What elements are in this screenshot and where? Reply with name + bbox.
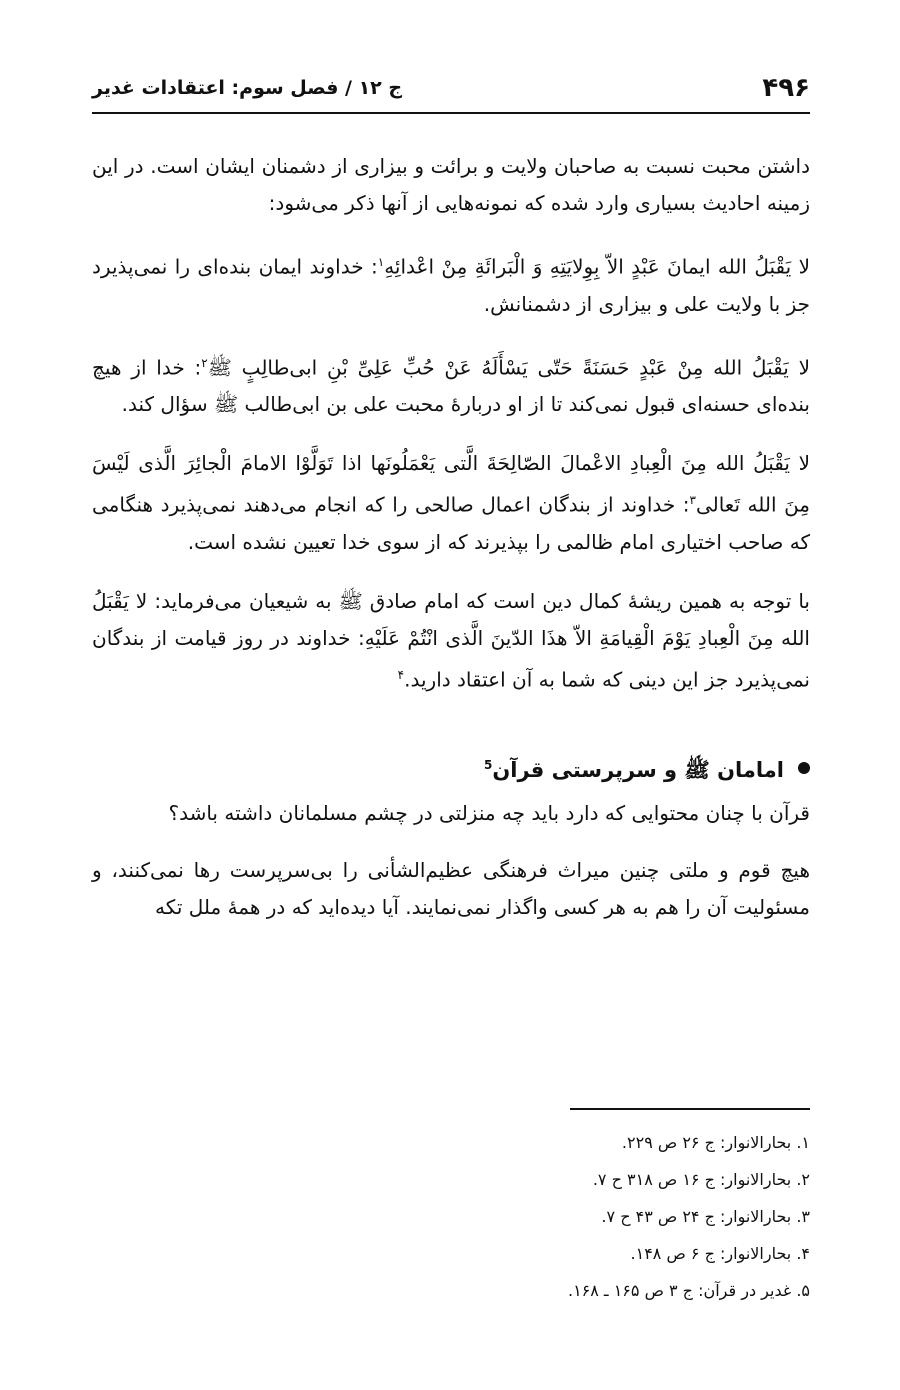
hadith-2-translation: : خدا از هیچ بنده‌ای حسنه‌ای قبول نمی‌کند تا از او دربارهٔ محبت علی بن ابی‌طالب ﷺ سؤال کند.: [92, 355, 810, 417]
section-heading-title: امامان ﷺ و سرپرستی قرآن: [492, 757, 784, 782]
section-heading: [92, 747, 810, 789]
hadith-paragraph-3: [92, 445, 810, 561]
footnote-3: ۳. بحارالانوار: ج ۲۴ ص ۴۳ ح ۷.: [601, 1207, 810, 1226]
footnote-ref-5[interactable]: 5: [484, 757, 493, 772]
footnote-5: ۵. غدیر در قرآن: ج ۳ ص ۱۶۵ ـ ۱۶۸.: [567, 1281, 810, 1300]
running-title: ج ۱۲ / فصل سوم: اعتقادات غدیر: [92, 77, 403, 99]
footnote-ref-3[interactable]: ۳: [689, 493, 696, 508]
hadith-4-arabic: لا یَقْبَلُ الله مِنَ الْعِبادِ یَوْمَ الْقِیامَةِ الاّ هذَا الدّینَ الَّذی انْتُمْ عَلَیْهِ: [92, 588, 810, 650]
hadith-1-translation: : خداوند ایمان بنده‌ای را نمی‌پذیرد جز با ولایت علی و بیزاری از دشمنانش.: [92, 254, 810, 316]
page-number: ۴۹۶: [762, 73, 810, 103]
footnote-ref-1[interactable]: ۱: [377, 255, 385, 269]
footnote-4: ۴. بحارالانوار: ج ۶ ص ۱۴۸.: [630, 1244, 810, 1263]
hadith-3-translation: : خداوند از بندگان اعمال صالحی را که انجام می‌دهند نمی‌پذیرد هنگامی که صاحب اختیاری امام ظالمی را بپذیرند که از سوی خدا تعیین نشده است.: [92, 492, 810, 554]
hadith-1-arabic: لا یَقْبَلُ الله ایمانَ عَبْدٍ الاّ بِوِلایَتِهِ وَ الْبَرائَةِ مِنْ اعْدائِهِ: [384, 254, 810, 279]
section-heading-text: [484, 747, 784, 789]
question-paragraph: قرآن با چنان محتوایی که دارد باید چه منزلتی در چشم مسلمانان داشته باشد؟: [168, 800, 810, 825]
footnote-2: ۲. بحارالانوار: ج ۱۶ ص ۳۱۸ ح ۷.: [592, 1170, 810, 1189]
hadith-paragraph-1: [92, 244, 810, 323]
footnote-ref-4[interactable]: ۴: [397, 667, 405, 682]
hadith-4-intro: با توجه به همین ریشهٔ کمال دین است که امام صادق ﷺ به شیعیان می‌فرماید:: [154, 588, 810, 613]
hadith-2-arabic: لا یَقْبَلُ الله مِنْ عَبْدٍ حَسَنَةً حَتّی یَسْأَلَهُ عَنْ حُبِّ عَلِیِّ بْنِ ابی‌طالِبٍ ﷺ: [207, 355, 810, 380]
footnotes-list: [92, 1124, 810, 1309]
footnote-divider: [570, 1108, 810, 1110]
footnote-1: ۱. بحارالانوار: ج ۲۶ ص ۲۲۹.: [621, 1133, 810, 1152]
hadith-4-translation: : خداوند در روز قیامت از بندگان نمی‌پذیرد جز این دینی که شما به آن اعتقاد دارید.: [92, 625, 810, 692]
last-paragraph: هیچ قوم و ملتی چنین میراث فرهنگی عظیم‌الشأنی را بی‌سرپرست رها نمی‌کنند، و مسئولیت آن را هم به هر کسی واگذار نمی‌نمایند. آیا دیده‌اید که در همهٔ ملل تکه: [92, 857, 810, 919]
hadith-3-arabic: لا یَقْبَلُ الله مِنَ الْعِبادِ الاعْمالَ الصّالِحَةَ الَّتی یَعْمَلُونَها اذا تَوَلَّوْا الامامَ الْجائِرَ الَّذی لَیْسَ مِنَ الله تَعالی: [92, 451, 811, 517]
intro-paragraph: داشتن محبت نسبت به صاحبان ولایت و برائت و بیزاری از دشمنان ایشان است. در این زمینه احادیث بسیاری وارد شده که نمونه‌هایی از آنها ذکر می‌شود:: [92, 154, 810, 215]
bullet-icon: [798, 762, 810, 774]
body-text: [92, 148, 810, 926]
page-header: [92, 64, 810, 114]
hadith-paragraph-2: [92, 345, 810, 424]
footnote-ref-2[interactable]: ۲: [201, 355, 208, 370]
hadith-paragraph-4: [92, 583, 810, 699]
